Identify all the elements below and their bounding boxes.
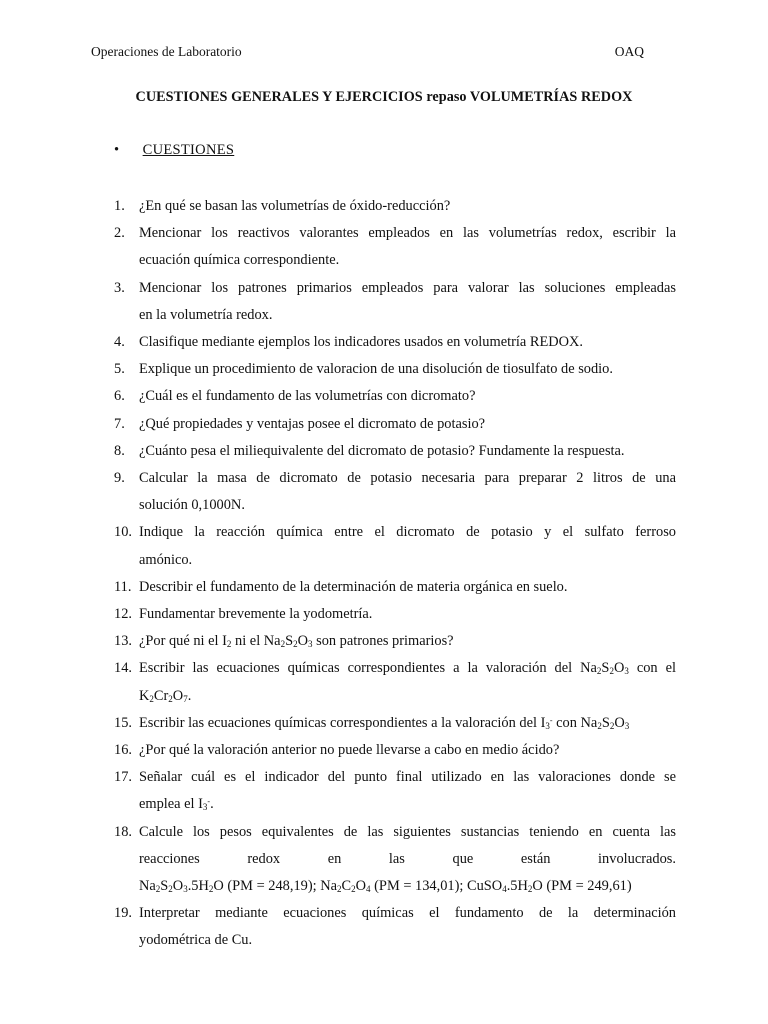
question-number: 18. — [114, 823, 132, 840]
question-text: Explique un procedimiento de valoracion de una disolución de tiosulfato de sodio. — [139, 361, 613, 378]
question-number: 14. — [114, 660, 132, 677]
question-text: $K_2Cr_2O_7$. — [139, 687, 192, 704]
document-title: CUESTIONES GENERALES Y EJERCICIOS repaso VOLUMETRÍAS REDOX — [135, 89, 633, 105]
question-text: Escribir las ecuaciones químicas correspondientes a la valoración del $Na_2S_2O_3$ con el — [139, 660, 676, 677]
question-text: ¿Cuánto pesa el miliequivalente del dicromato de potasio? Fundamente la respuesta. — [139, 442, 625, 459]
question-text: ¿Qué propiedades y ventajas posee el dicromato de potasio? — [139, 415, 486, 432]
question-number: 4. — [114, 334, 125, 350]
question-text: emplea el $I_3^-$. — [139, 796, 214, 813]
question-text: Calcular la masa de dicromato de potasio necesaria para preparar 2 litros de una — [139, 470, 676, 486]
question-text: reacciones redox en las que están involucrados. — [139, 850, 676, 867]
bullet-icon: • — [114, 142, 120, 158]
question-text: ecuación química correspondiente. — [139, 252, 340, 269]
question-text: Señalar cuál es el indicador del punto final utilizado en las valoraciones donde se — [139, 769, 676, 786]
question-number: 12. — [114, 606, 132, 622]
question-number: 8. — [114, 442, 125, 459]
question-number: 2. — [114, 225, 125, 242]
question-text: ¿En qué se basan las volumetrías de óxido-reducción? — [139, 198, 451, 214]
question-text: Calcule los pesos equivalentes de las siguientes sustancias teniendo en cuenta las — [139, 823, 676, 840]
question-text: yodométrica de Cu. — [139, 932, 253, 949]
question-number: 7. — [114, 415, 125, 432]
question-number: 5. — [114, 361, 125, 378]
question-number: 16. — [114, 742, 132, 758]
question-number: 15. — [114, 714, 132, 731]
question-number: 11. — [114, 578, 132, 595]
question-text: Interpretar mediante ecuaciones químicas el fundamento de la determinación — [139, 905, 676, 922]
question-text: solución 0,1000N. — [139, 497, 245, 514]
question-text: $Na_2S_2O_3.5H_2O$ (PM = 248,19); $Na_2C_2O_4$ (PM = 134,01); $CuSO_4.5H_2O$ (PM = 249,61) — [139, 878, 632, 894]
question-number: 19. — [114, 905, 132, 922]
section-title: CUESTIONES — [142, 142, 235, 158]
question-text: amónico. — [139, 551, 193, 568]
question-text: en la volumetría redox. — [139, 306, 273, 323]
question-number: 17. — [114, 769, 132, 786]
question-text: ¿Por qué la valoración anterior no puede llevarse a cabo en medio ácido? — [139, 742, 560, 758]
question-text: Describir el fundamento de la determinación de materia orgánica en suelo. — [139, 578, 568, 595]
question-number: 1. — [114, 198, 125, 214]
header-course-name: Operaciones de Laboratorio — [91, 44, 242, 59]
question-text: Clasifique mediante ejemplos los indicadores usados en volumetría REDOX. — [139, 334, 584, 350]
question-number: 13. — [114, 633, 132, 650]
question-number: 10. — [114, 524, 132, 541]
question-number: 6. — [114, 388, 125, 405]
question-text: Escribir las ecuaciones químicas correspondientes a la valoración del $I_3^-$ con $Na_2S_2O_3$ — [139, 714, 630, 731]
question-number: 3. — [114, 279, 125, 296]
header-code: OAQ — [614, 44, 644, 59]
question-text: Fundamentar brevemente la yodometría. — [139, 606, 373, 622]
question-text: Mencionar los patrones primarios empleados para valorar las soluciones empleadas — [139, 279, 676, 296]
question-number: 9. — [114, 470, 125, 486]
question-text: ¿Cuál es el fundamento de las volumetrías con dicromato? — [139, 388, 476, 405]
question-text: Mencionar los reactivos valorantes empleados en las volumetrías redox, escribir la — [139, 225, 676, 242]
question-text: Indique la reacción química entre el dicromato de potasio y el sulfato ferroso — [139, 524, 676, 541]
question-text: ¿Por qué ni el $I_2$ ni el $Na_2S_2O_3$ son patrones primarios? — [139, 633, 454, 650]
